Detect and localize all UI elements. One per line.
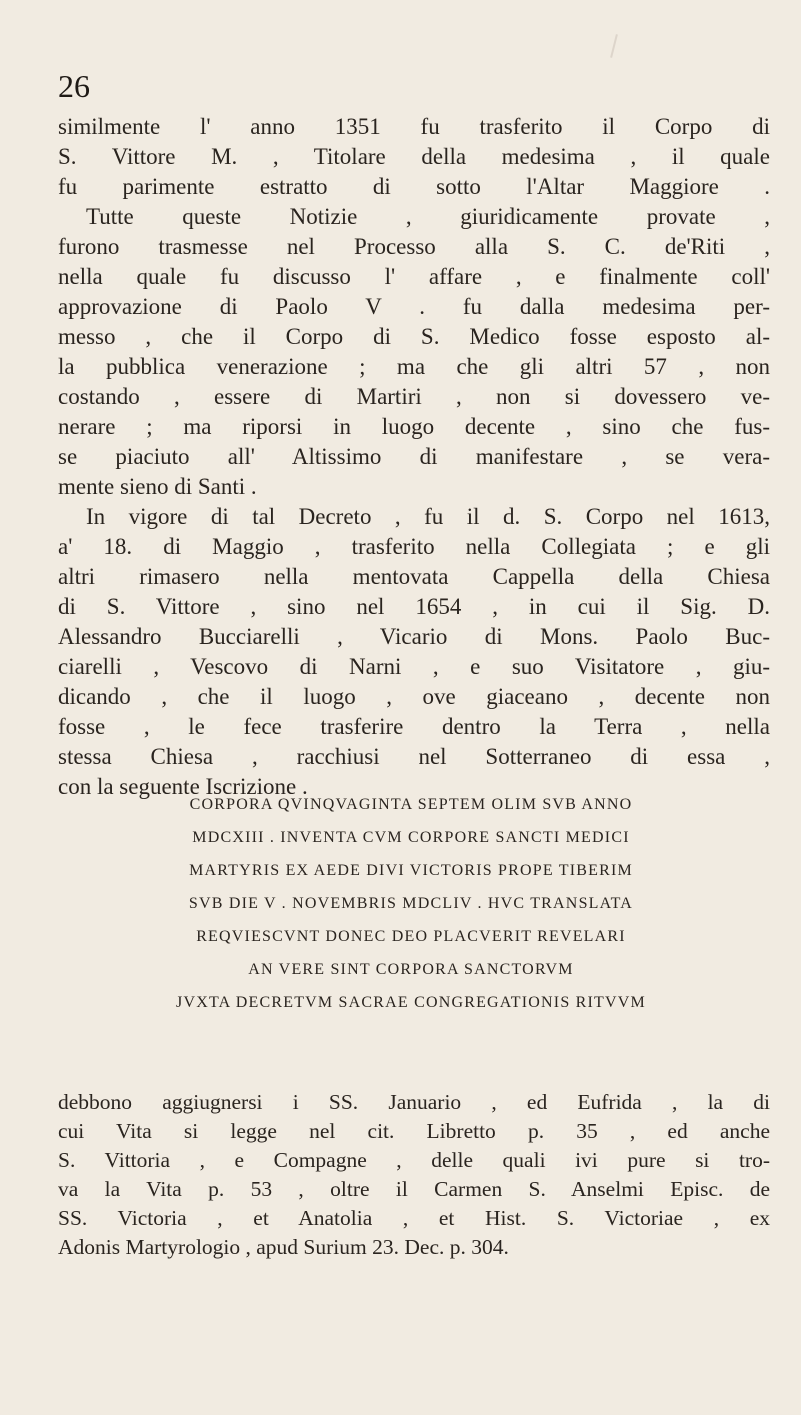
inscription-line: JVXTA DECRETVM SACRAE CONGREGATIONIS RITVVM (176, 994, 646, 1011)
inscription-line: SVB DIE V . NOVEMBRIS MDCLIV . HVC TRANSLATA (188, 895, 634, 912)
closing-line: S. Vittoria , e Compagne , delle quali ivi pure si tro- (58, 1148, 770, 1172)
paragraph-line: S. Vittore M. , Titolare della medesima , il quale (58, 144, 770, 169)
paragraph-line: a' 18. di Maggio , trasferito nella Collegiata ; e gli (58, 534, 770, 559)
paragraph-line: In vigore di tal Decreto , fu il d. S. Corpo nel 1613, (86, 504, 770, 529)
paragraph-line: dicando , che il luogo , ove giaceano , decente non (58, 684, 770, 709)
closing-line: cui Vita si legge nel cit. Libretto p. 35 , ed anche (58, 1119, 770, 1143)
paragraph-line: ciarelli , Vescovo di Narni , e suo Visitatore , giu- (58, 654, 770, 679)
paragraph-line: di S. Vittore , sino nel 1654 , in cui il Sig. D. (58, 594, 770, 619)
page-number: 26 (58, 68, 90, 104)
closing-line: debbono aggiugnersi i SS. Januario , ed Eufrida , la di (58, 1090, 770, 1114)
paragraph-line: approvazione di Paolo V . fu dalla medesima per- (58, 294, 770, 319)
paragraph-line: nella quale fu discusso l' affare , e finalmente coll' (58, 264, 770, 289)
paragraph-line: Tutte queste Notizie , giuridicamente provate , (86, 204, 770, 229)
paragraph-line: stessa Chiesa , racchiusi nel Sotterraneo di essa , (58, 744, 770, 769)
paragraph-line: messo , che il Corpo di S. Medico fosse esposto al- (58, 324, 770, 349)
paragraph-line: se piaciuto all' Altissimo di manifestare , se vera- (58, 444, 770, 469)
closing-line: SS. Victoria , et Anatolia , et Hist. S. Victoriae , ex (58, 1206, 770, 1230)
paragraph-line: similmente l' anno 1351 fu trasferito il Corpo di (58, 114, 770, 139)
closing-line: Adonis Martyrologio , apud Surium 23. Dec. p. 304. (58, 1235, 509, 1259)
paragraph-line: Alessandro Bucciarelli , Vicario di Mons. Paolo Buc- (58, 624, 770, 649)
paragraph-line: costando , essere di Martiri , non si dovessero ve- (58, 384, 770, 409)
paragraph-line: fosse , le fece trasferire dentro la Terra , nella (58, 714, 770, 739)
inscription-line: AN VERE SINT CORPORA SANCTORVM (248, 961, 574, 978)
closing-line: va la Vita p. 53 , oltre il Carmen S. Anselmi Episc. de (58, 1177, 770, 1201)
paragraph-line: la pubblica venerazione ; ma che gli altri 57 , non (58, 354, 770, 379)
paragraph-line: altri rimasero nella mentovata Cappella della Chiesa (58, 564, 770, 589)
paragraph-line: con la seguente Iscrizione . (58, 774, 308, 799)
inscription-line: MARTYRIS EX AEDE DIVI VICTORIS PROPE TIBERIM (189, 862, 633, 879)
main-paragraph (58, 112, 770, 802)
latin-inscription (75, 788, 747, 1019)
closing-paragraph (58, 1088, 770, 1262)
inscription-line: MDCXIII . INVENTA CVM CORPORE SANCTI MEDICI (192, 829, 630, 846)
paragraph-line: fu parimente estratto di sotto l'Altar Maggiore . (58, 174, 770, 199)
inscription-line: REQVIESCVNT DONEC DEO PLACVERIT REVELARI (196, 928, 626, 945)
paragraph-line: mente sieno di Santi . (58, 474, 257, 499)
paragraph-line: furono trasmesse nel Processo alla S. C. de'Riti , (58, 234, 770, 259)
scan-mark (610, 34, 618, 58)
paragraph-line: nerare ; ma riporsi in luogo decente , sino che fus- (58, 414, 770, 439)
inscription-line: CORPORA QVINQVAGINTA SEPTEM OLIM SVB ANNO (189, 796, 633, 813)
